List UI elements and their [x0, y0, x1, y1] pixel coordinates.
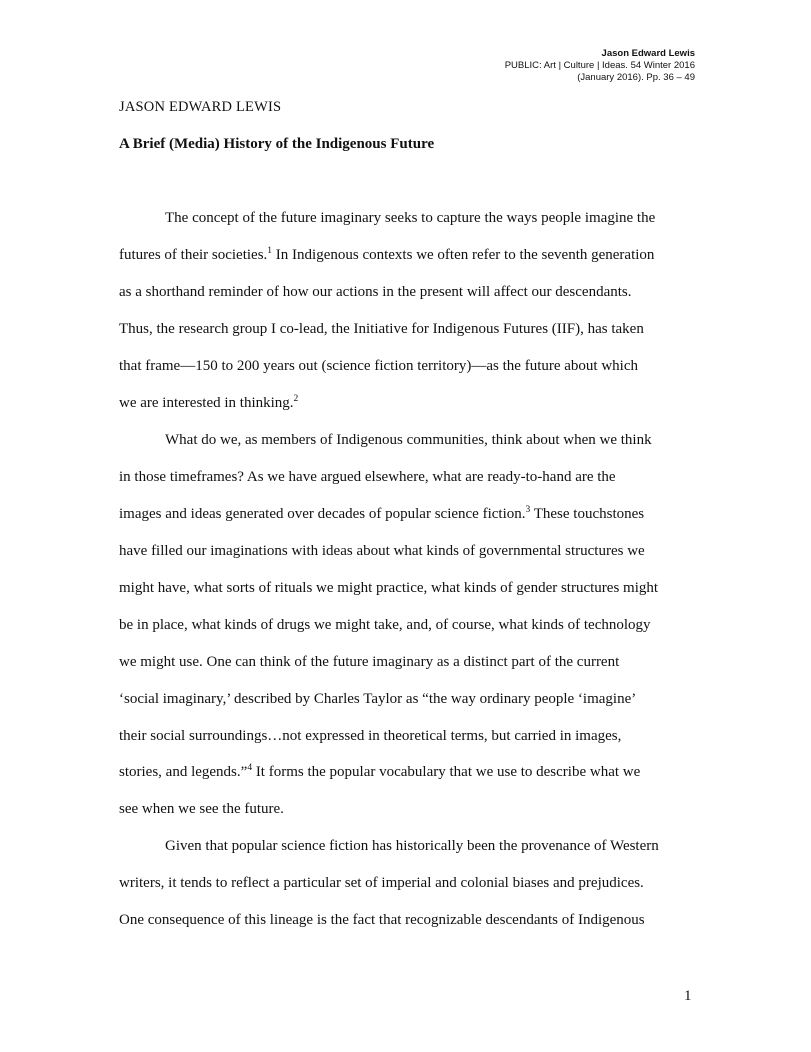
paragraph-2-line-1: What do we, as members of Indigenous communities, think about when we think: [165, 432, 652, 448]
paragraph-2-line-10: [119, 762, 640, 782]
footnote-ref-4[interactable]: 4: [247, 763, 253, 773]
footnote-ref-3[interactable]: 3: [525, 505, 531, 515]
running-head-author: Jason Edward Lewis: [601, 48, 695, 59]
footnote-ref-1[interactable]: 1: [267, 246, 273, 256]
paragraph-1-line-1: The concept of the future imaginary seeks to capture the ways people imagine the: [165, 210, 656, 226]
paragraph-1-line-3: as a shorthand reminder of how our actions in the present will affect our descendants.: [119, 284, 632, 300]
line-text-continued: It forms the popular vocabulary that we use to describe what we: [252, 764, 641, 780]
article-title: A Brief (Media) History of the Indigenous Future: [119, 136, 435, 152]
paragraph-1-line-2: [119, 245, 654, 265]
line-text: we are interested in thinking.: [119, 395, 294, 411]
paragraph-2-line-2: in those timeframes? As we have argued elsewhere, what are ready-to-hand are the: [119, 469, 616, 485]
article-author: JASON EDWARD LEWIS: [119, 99, 282, 115]
paragraph-3-line-3: One consequence of this lineage is the fact that recognizable descendants of Indigenous: [119, 912, 645, 928]
paragraph-2-line-9: their social surroundings…not expressed in theoretical terms, but carried in images,: [119, 728, 622, 744]
footnote-ref-2[interactable]: 2: [293, 394, 299, 404]
paragraph-1-line-6: [119, 393, 298, 413]
line-text: stories, and legends.”: [119, 764, 248, 780]
paragraph-2-line-6: be in place, what kinds of drugs we might take, and, of course, what kinds of technology: [119, 617, 651, 633]
line-text-continued: In Indigenous contexts we often refer to the seventh generation: [272, 247, 655, 263]
line-text: images and ideas generated over decades of popular science fiction.: [119, 506, 526, 522]
paragraph-3-line-2: writers, it tends to reflect a particular set of imperial and colonial biases and prejudices.: [119, 875, 644, 891]
paragraph-2-line-5: might have, what sorts of rituals we might practice, what kinds of gender structures might: [119, 580, 659, 596]
paragraph-2-line-8: ‘social imaginary,’ described by Charles Taylor as “the way ordinary people ‘imagine’: [119, 691, 637, 707]
running-head-pages: (January 2016). Pp. 36 – 49: [577, 72, 695, 83]
line-text: futures of their societies.: [119, 247, 268, 263]
paragraph-2-line-4: have filled our imaginations with ideas about what kinds of governmental structures we: [119, 543, 645, 559]
paragraph-2-line-11: see when we see the future.: [119, 801, 284, 817]
running-head: [505, 48, 695, 84]
paragraph-1-line-4: Thus, the research group I co-lead, the Initiative for Indigenous Futures (IIF), has taken: [119, 321, 644, 337]
page-number: 1: [684, 988, 692, 1004]
running-head-publication: PUBLIC: Art | Culture | Ideas. 54 Winter 2016: [504, 60, 695, 71]
paragraph-3-line-1: Given that popular science fiction has historically been the provenance of Western: [165, 838, 659, 854]
line-text-continued: These touchstones: [530, 506, 645, 522]
paragraph-2-line-3: [119, 504, 644, 524]
paragraph-2-line-7: we might use. One can think of the future imaginary as a distinct part of the current: [119, 654, 620, 670]
paragraph-1-line-5: that frame—150 to 200 years out (science fiction territory)—as the future about which: [119, 358, 638, 374]
